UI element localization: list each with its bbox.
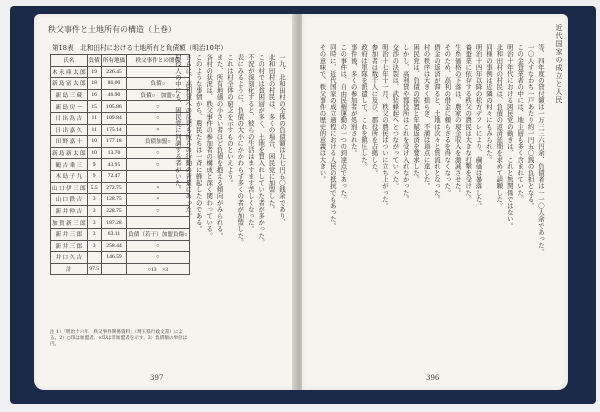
text-column: この事件は、自由民権運動の一つの到達点であった。 (339, 44, 348, 203)
table-cell: 72.47 (101, 170, 126, 182)
table-header-cell: 所有地価 (101, 55, 126, 67)
table-cell: 山 口 鉄 吉 (51, 194, 88, 206)
table-cell: 105.86 (101, 101, 126, 113)
text-column: このような事情から、農民たちは一斉に蜂起したのである。 (194, 54, 203, 233)
table-cell: 新 井 仲 吉 (51, 205, 88, 217)
table-cell: 新 島 房 一 (51, 101, 88, 113)
text-column: しかし、高利貸や郡役所はこれを受け入れなかった。 (401, 44, 410, 203)
table-row (51, 252, 190, 264)
table-cell: 9 (87, 159, 101, 171)
table-cell: 負債○ 加盟○ (127, 89, 189, 101)
table-cell: 11 (87, 112, 101, 124)
table-cell: × (127, 194, 189, 206)
table-header-cell: 負債 (87, 55, 101, 67)
table-cell: ○ (127, 205, 189, 217)
table-cell: ○ (127, 252, 189, 264)
table-cell: 177.18 (101, 136, 126, 148)
table-row (51, 194, 190, 206)
right-page (302, 14, 568, 390)
text-column: 参加者は数千人に及び、郡役所を占拠した。 (370, 44, 379, 176)
text-column: その意味で、秩父事件の歴史的意義は大きい。 (318, 44, 327, 183)
table-cell: 13.70 (101, 147, 126, 159)
table-header-cell: 氏名 (51, 55, 88, 67)
text-column: 村役人の中にも、困民党に同調する者がいた。 (173, 54, 182, 193)
text-column: 各村の状況は、秩父事件の参加者の構成と深く関わっている。 (205, 54, 214, 239)
table-cell: 9 (87, 170, 101, 182)
table-body (51, 66, 190, 275)
table-cell: 128.75 (101, 194, 126, 206)
table-cell: 負債○ (127, 78, 189, 90)
table-header-row (51, 55, 190, 67)
text-column: この金貸業者の中には、地主層も多く含まれていた。 (516, 44, 525, 203)
text-column: 生糸価格の下落は、農家の現金収入を激減させた。 (453, 44, 462, 196)
running-head: 秩父事件と土地所有の構造（上巻） (48, 25, 176, 34)
table-cell: 226.45 (101, 66, 126, 78)
text-column: 困民党は、負債の据置と年賦返済を要求した。 (412, 44, 421, 183)
table-cell: 19 (87, 66, 101, 78)
table-cell: 日 出 嘉 久 (51, 124, 88, 136)
table-row (51, 228, 190, 240)
table-cell: 86.00 (101, 78, 126, 90)
table-cell: 日 出 為 吉 (51, 112, 88, 124)
text-column: 明治十四年以降の松方デフレにより、繭価は暴落した。 (474, 44, 483, 209)
text-column: 等、四年度の貸付額は一万三三六円余、負債者は一一〇人余であった。 (537, 44, 545, 256)
left-body-area (173, 54, 287, 324)
table-header-cell: 秩父事件との関係 (127, 55, 189, 67)
table-title: 第18表 北和田村における土地所有と負債額（明治10年） (52, 44, 228, 52)
table-cell: 228.75 (101, 205, 126, 217)
table-cell: 18 (87, 78, 101, 90)
text-column: 同時に、近代国家の成立過程における人民の抵抗でもあった。 (328, 44, 337, 229)
table-cell: 97.5 (87, 263, 101, 275)
text-column: 一〇人すなわち一戸あたり約一円五〇銭の負担となる。 (526, 44, 535, 209)
table-cell: 16 (87, 89, 101, 101)
table-row (51, 136, 190, 148)
table-cell (87, 252, 101, 264)
table-cell: 3 (87, 194, 101, 206)
text-column: 北和田村の村民は、多くの場合、困民党に加盟した。 (267, 54, 276, 213)
left-body-text (173, 54, 287, 324)
text-column: この村では貧困層が多く、土地を質入れしていた者が多かった。 (257, 54, 266, 246)
table-row (51, 182, 190, 194)
left-page (34, 14, 296, 390)
table-cell: ○ (127, 112, 189, 124)
table-cell: 井 口 久 吉 (51, 252, 88, 264)
table-row (51, 205, 190, 217)
table-cell: 3 (87, 217, 101, 229)
text-column: 交渉の決裂は、武装蜂起へとつながっていった。 (391, 44, 400, 190)
text-column: 事件後、多くの参加者が処罰された。 (349, 44, 358, 157)
table-row (51, 124, 190, 136)
table-cell: 負債加盟○ (127, 136, 189, 148)
table-row (51, 159, 190, 171)
table-cell: 新 井 三 郎 (51, 240, 88, 252)
table-cell: 175.14 (101, 124, 126, 136)
text-column: 北和田村の村民は、負債の返済延期を求めて請願した。 (495, 44, 504, 209)
text-column: これは村全体の窮乏を示すものといえよう。 (225, 54, 234, 186)
table-cell (101, 263, 126, 275)
running-head: 近代国家の成立と人民 (555, 24, 563, 104)
table-cell: 5.5 (87, 182, 101, 194)
text-column: 表にみるように、負債の大小にかかわらず多くの者が加盟した。 (236, 54, 245, 246)
right-body-text (316, 44, 546, 364)
table-cell: 新 島 新 太 郎 (51, 147, 88, 159)
table-cell: 3 (87, 205, 101, 217)
text-column: さらに、高利貸への反発も彼らの行動の背景にあった。 (184, 54, 193, 219)
text-column: 養蚕業に依存する秩父の農民は大きな打撃を受けた。 (464, 44, 473, 203)
table-row (51, 170, 190, 182)
table-cell: 258.44 (101, 240, 126, 252)
text-column: 借金の返済が滞ると、土地は次々と質流れとなった。 (432, 44, 441, 203)
table-cell: 46.90 (101, 89, 126, 101)
table-cell: 109.84 (101, 112, 126, 124)
text-column: 不況が深刻化すると、彼らの生活はますます苦しくなった。 (246, 54, 255, 233)
text-column: 明治十七年十一月、秩父の農民はついに立ち上がった。 (380, 44, 389, 209)
table-cell: 11 (87, 124, 101, 136)
data-table (50, 54, 190, 275)
table-row (51, 263, 190, 275)
table-cell: 木 島 子 九 (51, 170, 88, 182)
table-footnote: 注 1）「明治十六年 秩父事件関係資料」（埼玉県行政文書）による。2）○印は加盟者、×印は非加盟者を示す。3）負債額の単位は円。 (50, 330, 188, 348)
table-cell: 田 野 嘉 十 (51, 136, 88, 148)
table-cell: ○ (127, 240, 189, 252)
table-row (51, 101, 190, 113)
table-cell: 187.28 (101, 217, 126, 229)
table-cell: 鶴 吉 乗 三 (51, 159, 88, 171)
table-cell: 負債（若干）加盟負傷○ (127, 228, 189, 240)
text-column: 政府は軍隊を派遣して、これを鎮圧した。 (360, 44, 369, 170)
table-cell: ○ (127, 159, 189, 171)
text-column: 明治十年代における困民党の動きは、これと無関係ではない。 (505, 44, 514, 229)
table-cell: 新 島 三 蔵 (51, 89, 88, 101)
table-cell: 山 口 伊 三 郎 (51, 182, 88, 194)
table-cell: 272.75 (101, 182, 126, 194)
table-row (51, 217, 190, 229)
text-column: また、所有地価の小さい者ほど負債を抱える傾向がみられる。 (215, 54, 224, 239)
table-row (51, 78, 190, 90)
table-cell: ○13 ×3 (127, 263, 189, 275)
table-cell: ○ (127, 147, 189, 159)
table-cell: 新 島 富 太 郎 (51, 78, 88, 90)
table-row (51, 147, 190, 159)
table-row (51, 89, 190, 101)
table-cell: 10 (87, 147, 101, 159)
table-cell: 3 (87, 228, 101, 240)
table-cell: 63.11 (101, 228, 126, 240)
text-column: そのため、高利の借金に頼らざるを得なくなった。 (443, 44, 452, 196)
page-number: 396 (426, 374, 440, 382)
table-row (51, 240, 190, 252)
table-cell: 43.95 (101, 159, 126, 171)
page-number: 397 (150, 374, 164, 382)
table-cell: 15 (87, 101, 101, 113)
table-row (51, 112, 190, 124)
table-cell: 計 (51, 263, 88, 275)
table-cell: ○ (127, 101, 189, 113)
table-cell: × (127, 124, 189, 136)
table-cell: 3 (87, 240, 101, 252)
table-row (51, 66, 190, 78)
text-column: 同様の事例は近隣の村々にもみられた。 (484, 44, 493, 163)
text-column: 村の秩序は大きく揺らぎ、不満は頂点に達した。 (422, 44, 431, 190)
table-cell: 加 賀 新 三 郎 (51, 217, 88, 229)
table-cell: × (127, 182, 189, 194)
table-cell: 10 (87, 136, 101, 148)
table-cell: 新 井 三 郎 (51, 228, 88, 240)
table-cell: 木 永 庫 太 郎 (51, 66, 88, 78)
table-cell: 146.59 (101, 252, 126, 264)
text-column: 一九、北和田村の全体の負債額は九七円五〇銭余であり、 (278, 54, 286, 226)
